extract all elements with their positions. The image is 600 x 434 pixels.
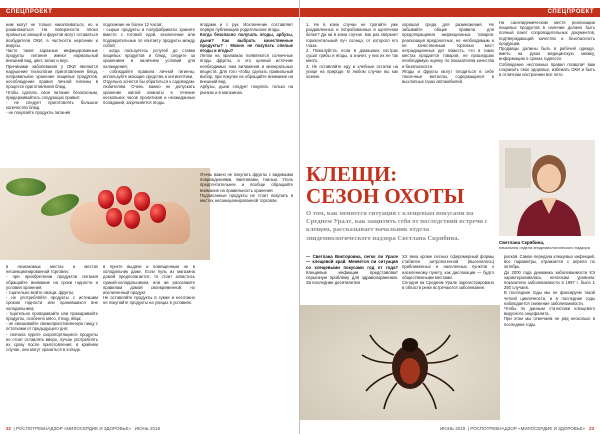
footer-publisher: РОСПОТРЕБНАДЗОР: [15, 426, 63, 431]
paragraph: Чтобы сделать свое питание безопасным, придерживайтесь следующих правил:: [6, 89, 98, 100]
paragraph: - тщательно проваривайте или прожаривайте продукты, особенно мясо, птицу, яйца;: [6, 310, 98, 322]
article-title-line: КЛЕЩИ:: [306, 162, 398, 186]
paragraph: Продавцы должны быть в рабочей одежде, иметь на руках медицинскую книжку, информацию о сроках годности.: [499, 46, 595, 62]
left-footer: 22 | РОСПОТРЕБНАДЗОР «МИЛОСЕРДИЕ И ЗДОРОВЬЕ» ИЮНЬ 2019: [6, 426, 160, 431]
left-col-3-lower: [200, 172, 293, 420]
paragraph: Когда безопасно получать ягоды, арбузы, дыни? Как выбрать качественные продукты? - Можно не покупать спелые ягоды и ягоды?: [200, 32, 293, 54]
right-col-mid: [402, 254, 494, 304]
paragraph: в незнакомых местах и местах несанкционированной торговли;: [6, 264, 98, 275]
paragraph: - не следует приготовлять большое количество блюд: [6, 100, 98, 111]
footer-publication: «МИЛОСЕРДИЕ И ЗДОРОВЬЕ»: [518, 426, 586, 431]
paragraph: До 2000 года динамика заболеваемости КЭ характеризовалась неплохим уровнем: показатели заболеваемости в 1997 г. было 1 250 случаев.: [504, 269, 595, 291]
paragraph: - когда пользуетесь услугой до ставки пищевых продуктов и блюд, следите за хранением и наличием условий для охлаждения;: [103, 48, 195, 69]
paragraph: - тщательно мойте овощи, фрукты;: [6, 290, 75, 296]
person-illustration: [499, 140, 595, 236]
paragraph: 1. Не в коем случае не трогайте уже раздавленных и попробованных в щелочном белке? Да ни в коем случае. Как раз сверкнет горизонтальный луч солнца, от которого его глаза.: [306, 22, 398, 48]
paragraph: Очень важно не покупать фрукты с видимыми повреждениями, вмятинами, гнилью. Уголь предпочтительнее и вообще обращайте внимание на правильность хранения.: [200, 172, 293, 193]
article-title-line: СЕЗОН ОХОТЫ: [306, 184, 465, 208]
left-col-2-lower: [103, 264, 195, 420]
section-label: СПЕЦПРОЕКТ: [547, 9, 594, 15]
paragraph: 2. Пожалуйста, если в домашних кострах сушат грибы и ягоды, а значит, у них их не так много.: [306, 48, 398, 64]
paragraph: в пункте выдачи и помещенным не в холодильник даже. Если пуль из магазина домой предполагается, то стоит запастись сумкой-холодильником, или же расскажите правилам домой своевременной, но исключенный продукт.: [103, 264, 195, 296]
paragraph: - при приобретении продуктов питания обращайте внимание на сроки годности и условия хранения;: [6, 274, 98, 290]
paragraph: Часто такие заразные инфицированные продукты питания имеют нормальный внешний вид, цвет, запах и вкус.: [6, 48, 98, 64]
strawberry-shape: [124, 210, 140, 229]
paragraph: хорошая среда для размножения. Не забывайте общие правила для предотвращения инфекционных товаров: реализация вредоносных, не необходимым и не качественным торговых мест нетрадиционных дет поместь, что в таких местах продается товаров, не прошедших необходимую оценку по показателям качества и безопасности.: [402, 22, 494, 69]
paragraph: - не покупайте продукты питания: [6, 110, 71, 116]
author-portrait: [499, 140, 595, 236]
caption-name: Светлана Скрябина,: [499, 240, 545, 245]
right-col-1: [306, 22, 398, 142]
interview-answer: Клещевые инфекции представляют серьезную проблему для здравоохранения. За последние десятилетия: [306, 269, 398, 286]
paragraph: 3. Не оставляйте еду и хлебные остатки на улице на природе. В любом случае вы как хозяин.: [306, 63, 398, 80]
paragraph: ним могут не только накапливаться, но и размножаться. На поверхности плохо промытых овощей и фруктов могут оставаться возбудители ОКИ, а частности иерсинии и вирусы.: [6, 22, 98, 48]
right-page: [300, 0, 600, 434]
paragraph: - соблюдайте правила личной гигиены, используйте моющие средства и антисептики.: [103, 68, 195, 80]
right-col-2: [402, 22, 494, 142]
paragraph: При этом мы отмечаем не ряд несколько в последние годы.: [504, 316, 595, 327]
page-number: 22: [6, 426, 12, 431]
strawberries-photo: [0, 168, 210, 260]
article-title: [306, 163, 464, 207]
left-col-2: [103, 22, 195, 168]
strawberry-shape: [106, 208, 122, 227]
paragraph: Отдельно хочется бы обратиться к садоводам-любителям. Очень важно не допускать хранение жилой комнаты в течение нескольких часов пролитиков и неожиданных попаданий, загрязняется ягоды.: [103, 79, 195, 106]
paragraph: ягодами и с рук. Исключение составляет первую публикацию родительские ягоды.: [200, 22, 293, 33]
strawberry-shape: [116, 186, 132, 205]
leaf-shape: [6, 178, 46, 196]
paragraph: подлежние не более 12 часов;: [103, 22, 163, 27]
tick-illustration: [300, 305, 500, 420]
left-col-3: [200, 22, 293, 168]
footer-issue-date: ИЮНЬ 2019: [440, 426, 466, 431]
article-subtitle: О том, как меняется ситуация с клещевым покусами на Среднем Урале, как защитить себя от последствий встречи с клещом, рассказывает начальник отдела эпидемиологического надзора Светлана Скрябина.: [306, 210, 488, 242]
strawberry-shape: [134, 192, 150, 211]
footer-publisher: РОСПОТРЕБНАДЗОР: [470, 426, 517, 431]
paragraph: - сырые продукты и полуфабрикаты храните вместе с готовой едой, исключение или подождительные по контакту продукты между собой;: [103, 27, 195, 48]
paragraph: - сначала курите скоропортящиеся продукты не стоит оставлять вверх, лучше употреблять их сразу после приготовления, в крайнем случае, они могут храниться в холоде.: [6, 331, 98, 353]
paragraph: Летом на прилавках появляются солнечные ягоды фрукты, а это ценный источник необходимых нам витаминов и минеральных веществ. Для того чтобы сделать правильный выбор, при покупке их обращайте внимание на внешний вид.: [200, 53, 293, 85]
caption-role: начальник отдела эпидемиологического надзора: [499, 245, 590, 250]
interview-question: — Светлана Викторовна, легко ли Урале — клещевой край. Меняется ли ситуация со клещевыми покусами год от года?: [306, 254, 398, 270]
footer-publication: «МИЛОСЕРДИЕ И ЗДОРОВЬЕ»: [63, 426, 131, 431]
left-col-1-lower: [6, 264, 98, 420]
right-col-right: [504, 254, 595, 420]
page-number: 23: [588, 426, 594, 431]
paragraph: Сегодня на Среднем Урале зарегистрировано в области реже встречаются заболевания.: [402, 280, 494, 291]
paragraph: Чтобы по данным статистики клещевого вирусного энцефалита.: [504, 306, 595, 317]
right-footer: ИЮНЬ 2019 | РОСПОТРЕБНАДЗОР «МИЛОСЕРДИЕ И ЗДОРОВЬЕ» 23: [440, 426, 594, 431]
paragraph: - не смешивайте свежеприготовленную пищу с остатками от предыдущего дня;: [6, 321, 98, 332]
paragraph: На санэпидемическом месте реализации пищевых продуктов в наличии должно быть полный пакет сопроводительных документов, подтверждающий качество и безопасность продукции.: [499, 20, 595, 46]
section-label: СПЕЦПРОЕКТ: [6, 9, 53, 15]
paragraph: В последние годы мы не фиксируем такой четкой цикличности, и в последние годы наблюдается снижение заболеваемости.: [504, 290, 595, 306]
footer-issue-date: ИЮНЬ 2019: [134, 426, 160, 431]
paragraph: ХХ века кроме лесных сферомерный формы стабилен антропогенной (выселилось) приближенных и населенных пунктов к населенному пункту, как дислокации — будто общественными местами.: [402, 254, 494, 280]
paragraph: - не употребляйте продукты с истекшим сроком годности или хранившихся вне холодильника;: [6, 295, 98, 311]
paragraph: Арбузы, дыни следует покупать только на рынках и в магазинах.: [200, 84, 293, 95]
paragraph: Причинами заболевания у ОКИ являются нарушение технологии приготовления блюд, неправильное хранение пищевых продуктов, несоблюдение правил личной гигиены в процессе приготовления блюд.: [6, 63, 98, 90]
left-col-1: [6, 22, 98, 168]
section-strip: [0, 8, 299, 17]
paragraph: рисков. Самое передача клещевых инфекций, все параметры, отражается с апреля по октябрь.: [504, 254, 595, 270]
paragraph: Не оставляйте продукты в сумке и несложно не покупайте продукты на улицах в условиях.: [103, 295, 195, 306]
lead-question: [306, 254, 398, 286]
tick-photo: [300, 305, 500, 420]
section-strip: [300, 8, 600, 17]
paragraph: Соблюдение несложных правил позволит вам сохранить свое здоровье, избежать ОКИ и быть в отличном настроении все лето.: [499, 61, 595, 78]
paragraph: Ягоды и фрукты могут плодиться в себе токсичные металлы, содержащиеся в выхлопных газах автомобилей.: [402, 68, 494, 85]
right-sidebar: [499, 20, 595, 136]
paragraph: Подписанные продукты не стоит покупать в местах несанкционированной торговли.: [200, 192, 293, 204]
portrait-caption: [499, 240, 595, 250]
strawberry-shape: [150, 204, 166, 223]
strawberry-shape: [98, 190, 114, 209]
